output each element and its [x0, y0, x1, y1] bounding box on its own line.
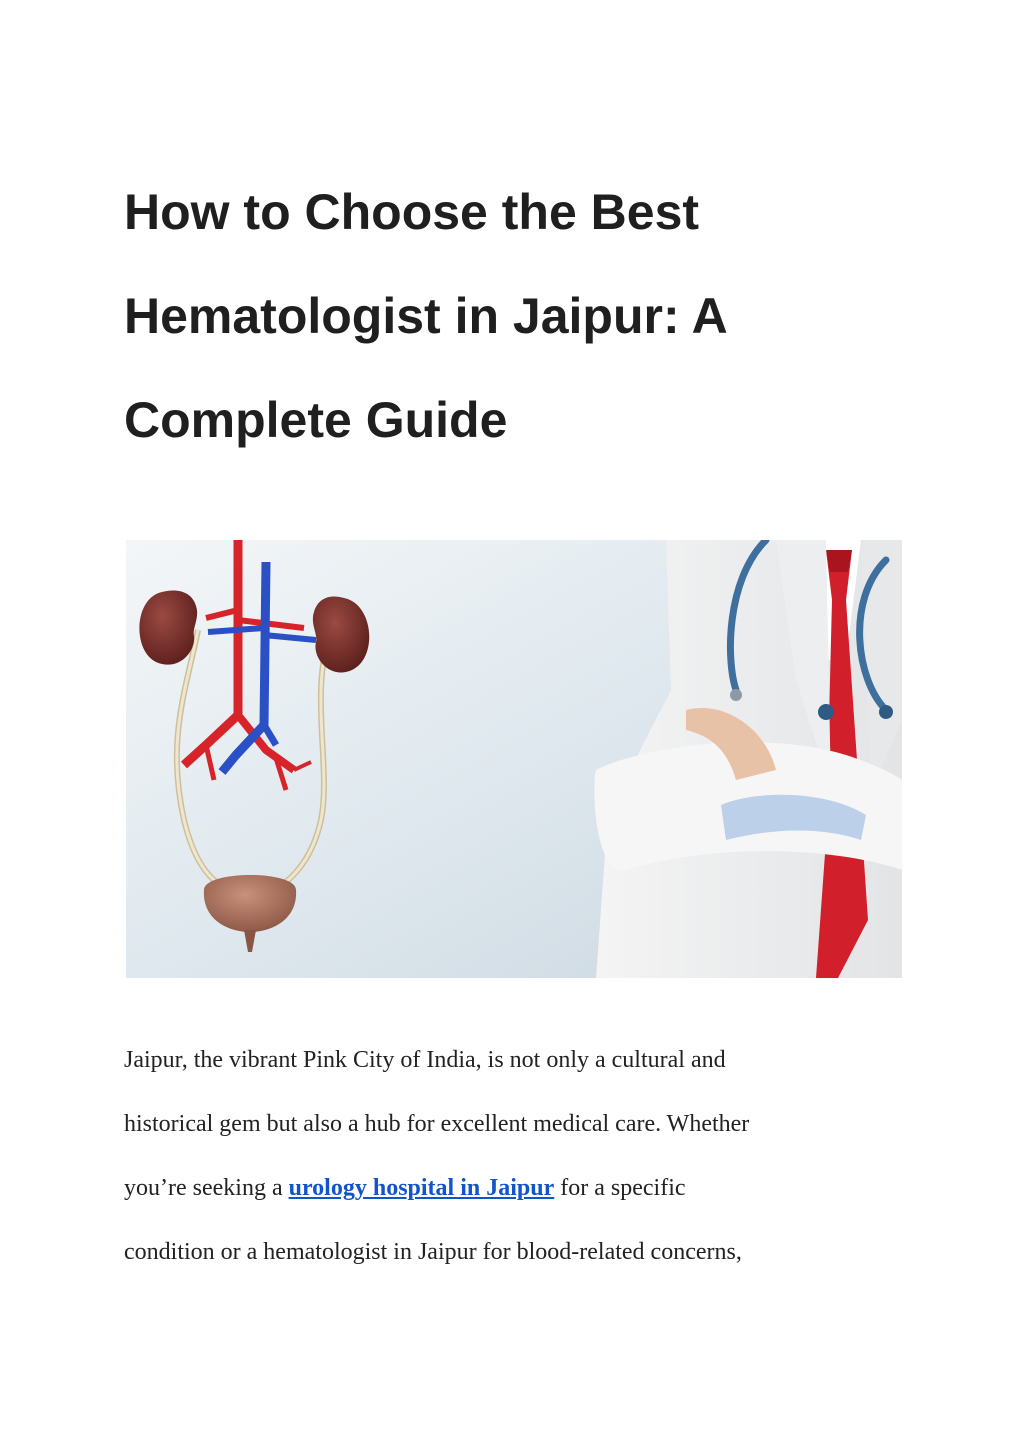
paragraph-line-3-start: you’re seeking a — [124, 1175, 289, 1201]
hero-image — [126, 540, 902, 978]
paragraph-line-2: historical gem but also a hub for excellent medical care. Whether — [124, 1111, 750, 1137]
paragraph-line-1: Jaipur, the vibrant Pink City of India, is not only a cultural and — [124, 1047, 726, 1073]
article-title — [124, 160, 904, 472]
paragraph-line-3-end: for a specific — [554, 1175, 686, 1201]
intro-paragraph — [124, 1028, 914, 1284]
title-line-1: How to Choose the Best — [124, 184, 700, 240]
paragraph-line-4: condition or a hematologist in Jaipur for blood-related concerns, — [124, 1239, 742, 1265]
urinary-system-doctor-illustration — [126, 540, 902, 978]
title-line-3: Complete Guide — [124, 392, 508, 448]
urology-hospital-link[interactable]: urology hospital in Jaipur — [288, 1175, 555, 1201]
title-line-2: Hematologist in Jaipur: A — [124, 288, 728, 344]
paragraph-line-3 — [124, 1156, 914, 1220]
